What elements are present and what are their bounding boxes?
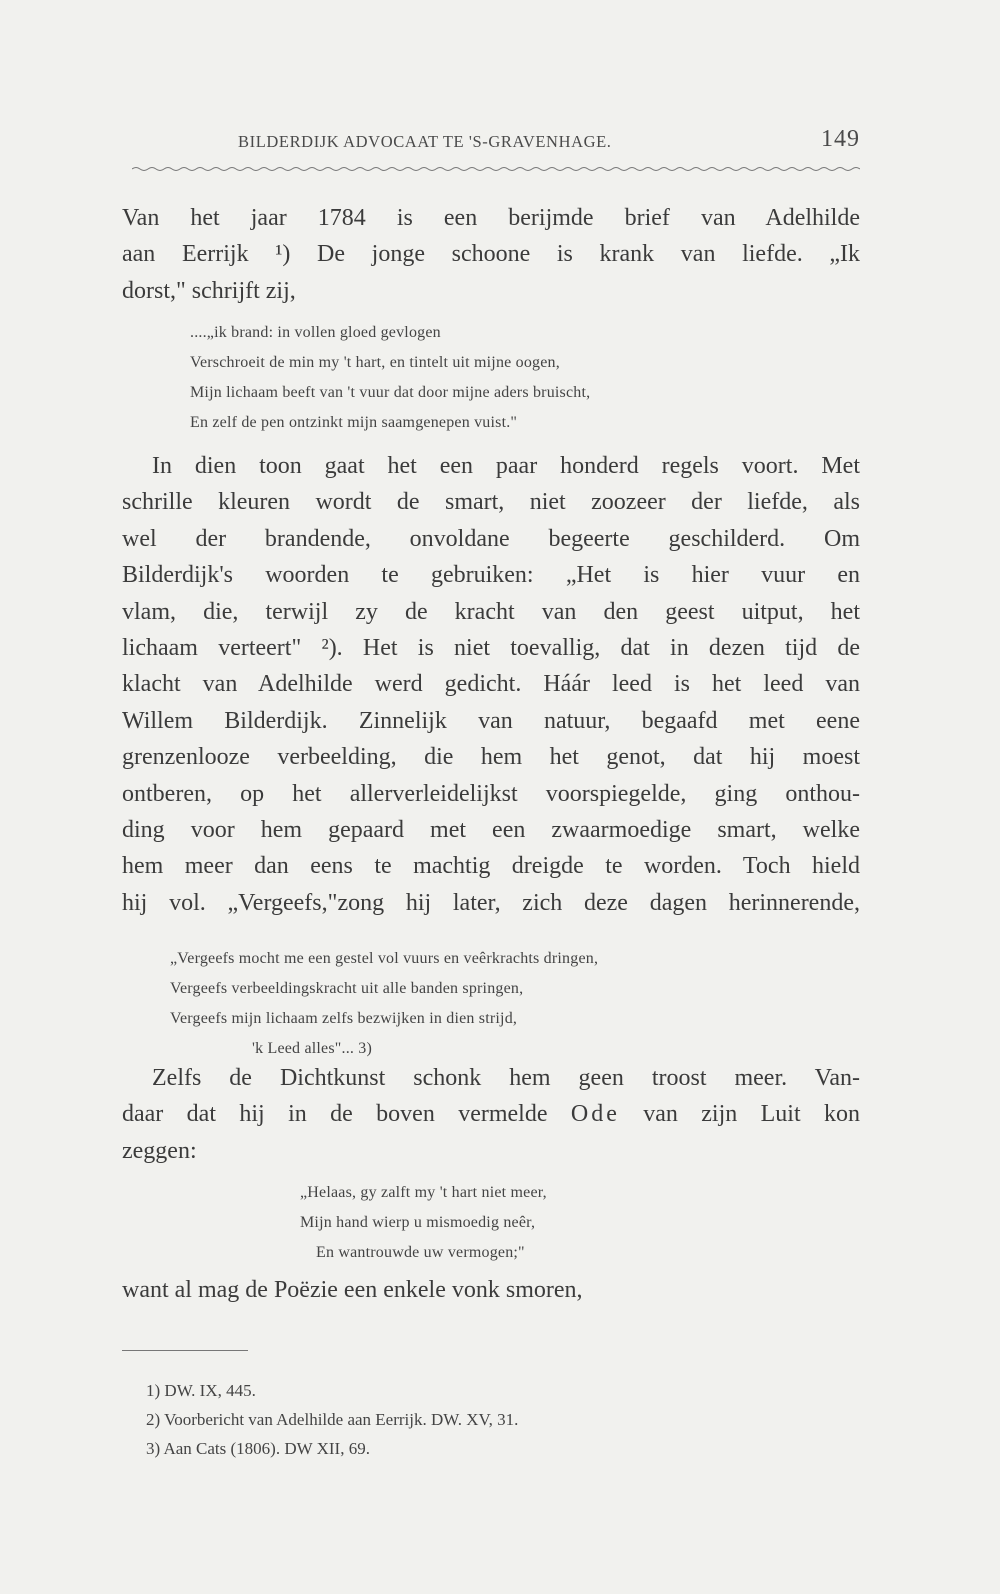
footnote: 3) Aan Cats (1806). DW XII, 69.	[146, 1439, 370, 1458]
text-line: vlam, die, terwijl zy de kracht van den geest uitput, het	[122, 598, 860, 625]
text-line: zeggen:	[122, 1137, 197, 1164]
verse-quote-3	[300, 1178, 547, 1268]
running-title: BILDERDIJK ADVOCAAT TE 'S-GRAVENHAGE.	[238, 132, 612, 151]
text-run: van zijn Luit kon	[619, 1101, 860, 1128]
text-line: ding voor hem gepaard met een zwaarmoedige smart, welke	[122, 817, 860, 844]
paragraph-3	[122, 1060, 860, 1169]
verse-line: Verschroeit de min my 't hart, en tintelt uit mijne oogen,	[190, 354, 560, 371]
text-line: dorst," schrijft zij,	[122, 277, 296, 304]
footnote: 2) Voorbericht van Adelhilde aan Eerrijk. DW. XV, 31.	[146, 1410, 519, 1429]
verse-quote-1	[190, 318, 590, 438]
verse-quote-2	[170, 944, 598, 1064]
verse-line: Vergeefs verbeeldingskracht uit alle banden springen,	[170, 980, 524, 997]
text-line: Willem Bilderdijk. Zinnelijk van natuur, begaafd met eene	[122, 707, 860, 734]
footnotes	[146, 1376, 518, 1463]
footnote-separator	[122, 1350, 248, 1351]
text-line: hem meer dan eens te machtig dreigde te worden. Toch hield	[122, 853, 860, 880]
text-line: In dien toon gaat het een paar honderd regels voort. Met	[152, 453, 860, 479]
page-number: 149	[821, 126, 860, 152]
text-line: klacht van Adelhilde werd gedicht. Háár leed is het leed van	[122, 671, 860, 698]
verse-line: Mijn hand wierp u mismoedig neêr,	[300, 1214, 536, 1231]
text-line: ontberen, op het allerverleidelijkst voorspiegelde, ging onthou-	[122, 780, 860, 807]
verse-line: „Helaas, gy zalft my 't hart niet meer,	[300, 1184, 547, 1201]
paragraph-4	[122, 1272, 860, 1308]
paragraph-1	[122, 200, 860, 309]
wavy-header-rule	[132, 166, 860, 172]
verse-line: ....„ik brand: in vollen gloed gevlogen	[190, 324, 441, 341]
verse-line: Mijn lichaam beeft van 't vuur dat door mijne aders bruischt,	[190, 384, 591, 401]
text-line: aan Eerrijk ¹) De jonge schoone is krank van liefde. „Ik	[122, 241, 860, 268]
text-line: Zelfs de Dichtkunst schonk hem geen troost meer. Van-	[152, 1065, 860, 1091]
verse-line: En wantrouwde uw vermogen;"	[316, 1244, 525, 1261]
text-line: Bilderdijk's woorden te gebruiken: „Het is hier vuur en	[122, 562, 860, 589]
text-line	[122, 1096, 860, 1132]
text-line: hij vol. „Vergeefs,"zong hij later, zich deze dagen herinnerende,	[122, 889, 860, 916]
text-line: grenzenlooze verbeelding, die hem het genot, dat hij moest	[122, 744, 860, 771]
text-line: wel der brandende, onvoldane begeerte geschilderd. Om	[122, 525, 860, 552]
verse-line: En zelf de pen ontzinkt mijn saamgenepen vuist."	[190, 414, 518, 431]
text-line: lichaam verteert" ²). Het is niet toevallig, dat in dezen tijd de	[122, 635, 860, 662]
text-line: want al mag de Poëzie een enkele vonk smoren,	[122, 1277, 583, 1303]
text-run: daar dat hij in de boven vermelde	[122, 1101, 571, 1128]
spaced-title: Ode	[570, 1101, 620, 1128]
verse-line: 'k Leed alles"... 3)	[252, 1040, 373, 1057]
text-line: Van het jaar 1784 is een berijmde brief van Adelhilde	[122, 205, 860, 231]
text-line: schrille kleuren wordt de smart, niet zoozeer der liefde, als	[122, 489, 860, 516]
verse-line: Vergeefs mijn lichaam zelfs bezwijken in dien strijd,	[170, 1010, 518, 1027]
running-head	[238, 126, 860, 152]
verse-line: „Vergeefs mocht me een gestel vol vuurs en veêrkrachts dringen,	[170, 950, 599, 967]
footnote: 1) DW. IX, 445.	[146, 1381, 256, 1400]
paragraph-2	[122, 448, 860, 921]
